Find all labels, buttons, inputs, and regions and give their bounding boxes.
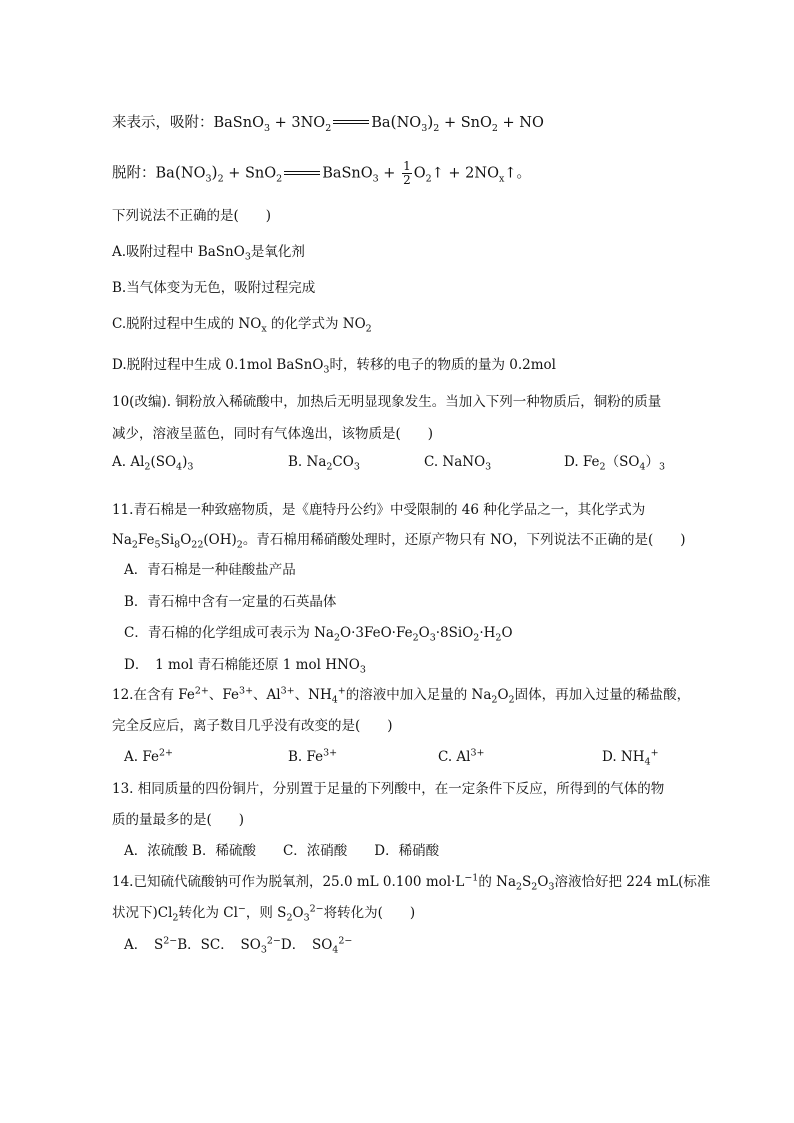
stem-sub: 2 — [286, 912, 293, 924]
option-sup: 2− — [266, 935, 281, 947]
question-11-option-c — [124, 623, 513, 643]
question-11-option-b: B．青石棉中含有一定量的石英晶体 — [124, 594, 337, 610]
eq-term: + — [378, 165, 401, 182]
option-sub: 3 — [187, 461, 194, 473]
stem-text: Na — [112, 532, 132, 548]
option-text: D． 1 mol 青石棉能还原 1 mol HNO — [124, 657, 360, 673]
eq-term: Ba — [371, 115, 391, 131]
option-sub: 2 — [144, 461, 151, 473]
stem-sup: −1 — [464, 872, 479, 884]
option-text: A.吸附过程中 BaSnO — [112, 244, 245, 260]
stem-sub: 3 — [548, 881, 555, 893]
option-sup: 2+ — [158, 747, 173, 759]
question-10-stem-line-1: 10(改编). 铜粉放入稀硫酸中，加热后无明显现象发生。当加入下列一种物质后，铜粉的质量 — [112, 394, 662, 410]
question-11-stem-line-1: 11.青石棉是一种致癌物质，是《鹿特丹公约》中受限制的 46 种化学品之一，其化学式为 — [112, 502, 646, 518]
eq-sub: 2 — [491, 122, 498, 134]
paren: ) — [427, 113, 434, 131]
stem-sub: 2 — [531, 881, 538, 893]
eq-sub: 2 — [217, 173, 224, 185]
stem-sub: 2 — [491, 694, 498, 706]
stem-sub: 3 — [303, 912, 310, 924]
option-sub: 3 — [323, 364, 330, 376]
eq-term: + NO — [497, 115, 544, 131]
option-sub: 3 — [260, 944, 267, 956]
stem-sup: + — [337, 685, 346, 697]
question-10-option-b — [288, 452, 360, 472]
stem-text: 固体，再加入过量的稀盐酸， — [514, 687, 691, 703]
stem-sub: 2 — [236, 539, 243, 551]
option-sub: 3 — [353, 461, 360, 473]
option-sub: 2 — [326, 461, 333, 473]
stem-sup: 3+ — [239, 685, 254, 697]
question-12-option-c — [438, 747, 485, 767]
stem-text: 12.在含有 Fe — [112, 687, 195, 703]
option-sub: 4 — [176, 461, 183, 473]
option-text: C.脱附过程中生成的 NO — [112, 316, 262, 332]
stem-text: S — [522, 874, 532, 890]
stem-text: Si — [160, 532, 175, 548]
option-text: B. Na — [288, 454, 327, 470]
question-10-option-a — [112, 452, 193, 472]
eq-prefix: 脱附： — [112, 165, 156, 182]
eq-sub: 2 — [325, 122, 332, 134]
eq-prefix: 来表示，吸附： — [112, 115, 214, 131]
stem-sup: 2− — [309, 903, 324, 915]
equals-arrow — [284, 170, 320, 178]
eq-sub: 3 — [205, 173, 212, 185]
option-sub: 4 — [644, 756, 651, 768]
option-text: A. Al — [112, 454, 145, 470]
stem-sub: 5 — [154, 539, 161, 551]
fraction — [402, 160, 412, 187]
question-13-stem-line-2: 质的量最多的是( ) — [112, 812, 245, 828]
stem-text: 将转化为( ) — [323, 905, 416, 921]
option-sub: 2 — [365, 323, 372, 335]
question-13-stem-line-1: 13. 相同质量的四份铜片，分别置于足量的下列酸中，在一定条件下反应，所得到的气体的物 — [112, 781, 665, 797]
question-9-option-c — [112, 314, 372, 334]
option-text: CO — [332, 454, 354, 470]
stem-text: 溶液恰好把 224 mL(标准 — [554, 874, 711, 890]
option-text: D． SO — [280, 937, 333, 953]
option-text: (SO — [150, 454, 177, 470]
question-9-option-d — [112, 355, 556, 375]
eq-term: ↑。 — [504, 165, 531, 182]
stem-sub: 2 — [131, 539, 138, 551]
stem-text: 14.已知硫代硫酸钠可作为脱氧剂，25.0 mL 0.100 mol·L — [112, 874, 465, 890]
question-14-stem-line-1 — [112, 872, 710, 892]
eq-term: + SnO — [439, 115, 492, 131]
question-9-stem: 下列说法不正确的是( ) — [112, 208, 272, 224]
eq-sub: 3 — [263, 122, 271, 134]
eq-sub: x — [498, 173, 505, 185]
option-sub: 3 — [244, 251, 251, 263]
option-text: 的化学式为 NO — [266, 316, 366, 332]
eq-sub: 3 — [421, 122, 428, 134]
question-12-stem-line-1 — [112, 685, 690, 705]
stem-text: ，则 S — [245, 905, 287, 921]
eq-sub: 3 — [372, 173, 379, 185]
stem-sup: 2+ — [194, 685, 209, 697]
option-text: ·H — [479, 625, 496, 641]
eq-term: + 3NO — [270, 115, 326, 131]
eq-term: ↑ + 2NO — [431, 165, 499, 182]
option-text: C. NaNO — [424, 454, 486, 470]
stem-text: O — [292, 905, 304, 921]
option-sup: + — [650, 747, 659, 759]
adsorption-equation — [112, 112, 544, 133]
option-sub: 2 — [333, 632, 341, 644]
stem-sub: 8 — [174, 539, 181, 551]
question-9-option-b: B.当气体变为无色，吸附过程完成 — [112, 280, 316, 296]
question-11-option-a: A．青石棉是一种硅酸盐产品 — [124, 562, 296, 578]
question-10-option-d — [564, 452, 665, 472]
question-12-option-b — [288, 747, 337, 767]
paren: ( — [390, 113, 397, 131]
stem-sub: 22 — [191, 539, 204, 551]
question-12-option-a — [124, 747, 173, 767]
stem-sup: 3+ — [280, 685, 295, 697]
stem-text: 的 Na — [478, 874, 516, 890]
option-text: C．青石棉的化学组成可表示为 Na — [124, 625, 334, 641]
option-sup: 3+ — [470, 747, 485, 759]
option-sup: 2− — [163, 935, 178, 947]
option-sub: 2 — [412, 632, 419, 644]
option-sub: 3 — [359, 664, 366, 676]
stem-text: 转化为 Cl — [178, 905, 238, 921]
stem-text: 、NH — [294, 687, 332, 703]
option-sub: 2 — [495, 632, 502, 644]
stem-text: 、Al — [253, 687, 281, 703]
eq-term: NO — [180, 165, 206, 182]
question-10-option-c — [424, 452, 491, 472]
paren: ) — [211, 163, 218, 182]
paren: ( — [174, 163, 181, 182]
option-text: C. Al — [438, 749, 471, 765]
stem-sub: 2 — [516, 881, 523, 893]
option-text: D. NH — [602, 749, 645, 765]
option-sub: 4 — [332, 944, 339, 956]
stem-sub: 2 — [172, 912, 179, 924]
stem-sub: 4 — [331, 694, 338, 706]
option-text: O — [418, 625, 430, 641]
option-sub: 4 — [639, 461, 646, 473]
option-sub: 2 — [599, 461, 606, 473]
stem-text: 。青石棉用稀硝酸处理时，还原产物只有 NO，下列说法不正确的是( ) — [242, 532, 686, 548]
option-sub: 3 — [658, 461, 666, 473]
stem-text: Fe — [137, 532, 155, 548]
eq-term: O — [413, 165, 426, 182]
question-14-stem-line-2 — [112, 903, 415, 923]
stem-text: O — [180, 532, 192, 548]
question-9-option-a — [112, 242, 305, 262]
stem-text: O — [497, 687, 509, 703]
option-text: ) — [182, 454, 188, 470]
stem-text: 、Fe — [208, 687, 240, 703]
eq-term: BaSnO — [213, 115, 264, 131]
option-text: O — [501, 625, 513, 641]
question-12-option-d — [602, 747, 659, 767]
option-text: O·3FeO·Fe — [340, 625, 413, 641]
stem-text: (OH) — [203, 532, 237, 548]
fraction-numerator: 1 — [403, 159, 411, 173]
eq-term: NO — [396, 115, 422, 131]
option-text: B．SC． SO — [177, 937, 261, 953]
option-sub: x — [261, 323, 267, 335]
option-sub: 3 — [429, 632, 436, 644]
eq-sub: 2 — [433, 122, 440, 134]
question-11-stem-line-2 — [112, 530, 686, 550]
question-11-option-d — [124, 655, 366, 675]
stem-text: 的溶液中加入足量的 Na — [345, 687, 492, 703]
option-text: D. Fe — [564, 454, 600, 470]
option-text: B. Fe — [288, 749, 324, 765]
eq-sub: 2 — [276, 173, 283, 185]
eq-term: BaSnO — [322, 165, 373, 182]
stem-text: 状况下)Cl — [112, 905, 173, 921]
option-sub: 3 — [485, 461, 492, 473]
option-text: A. Fe — [124, 749, 159, 765]
question-13-options: A．浓硫酸 B．稀硫酸 C．浓硝酸 D．稀硝酸 — [124, 843, 440, 859]
option-text: A． S — [124, 937, 164, 953]
question-14-options — [124, 935, 352, 955]
question-10-stem-line-2: 减少，溶液呈蓝色，同时有气体逸出，该物质是( ) — [112, 426, 434, 442]
option-text: D.脱附过程中生成 0.1mol BaSnO — [112, 357, 324, 373]
desorption-equation — [112, 160, 531, 187]
stem-text: O — [537, 874, 549, 890]
option-sup: 3+ — [323, 747, 338, 759]
option-sup: 2− — [338, 935, 353, 947]
stem-sub: 2 — [508, 694, 515, 706]
eq-term: Ba — [155, 165, 175, 182]
option-text: （SO — [605, 454, 640, 470]
stem-sup: − — [237, 903, 246, 915]
option-text: 是氧化剂 — [250, 244, 305, 260]
fraction-denominator: 2 — [403, 173, 411, 187]
equals-arrow — [333, 119, 369, 127]
option-text: ） — [645, 454, 659, 470]
option-text: 时，转移的电子的物质的量为 0.2mol — [329, 357, 556, 373]
option-text: ·8SiO — [435, 625, 474, 641]
eq-sub: 2 — [425, 173, 432, 185]
question-12-stem-line-2: 完全反应后，离子数目几乎没有改变的是( ) — [112, 718, 393, 734]
option-sub: 2 — [473, 632, 480, 644]
eq-term: + SnO — [223, 165, 277, 182]
